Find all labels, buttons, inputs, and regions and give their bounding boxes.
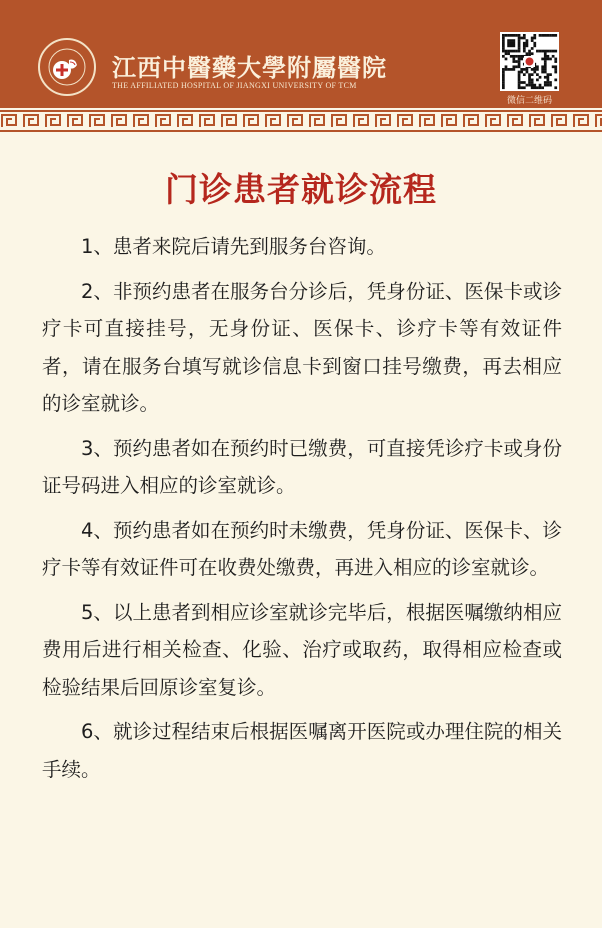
step-3: 3、预约患者如在预约时已缴费，可直接凭诊疗卡或身份证号码进入相应的诊室就诊。 xyxy=(42,436,562,497)
hospital-header xyxy=(0,0,602,108)
hospital-logo xyxy=(38,38,96,96)
decorative-fret-border xyxy=(0,108,602,134)
qr-caption: 微信二维码 xyxy=(506,96,552,106)
hospital-name-english: THE AFFILIATED HOSPITAL OF JIANGXI UNIVERSITY OF TCM xyxy=(112,81,357,90)
step-6: 6、就诊过程结束后根据医嘱离开医院或办理住院的相关手续。 xyxy=(42,720,562,781)
step-4: 4、预约患者如在预约时未缴费，凭身份证、医保卡、诊疗卡等有效证件可在收费处缴费，再进入相应的诊室就诊。 xyxy=(42,518,562,579)
step-5: 5、以上患者到相应诊室就诊完毕后，根据医嘱缴纳相应费用后进行相关检查、化验、治疗或取药，取得相应检查或检验结果后回原诊室复诊。 xyxy=(42,600,562,699)
step-1: 1、患者来院后请先到服务台咨询。 xyxy=(81,235,386,258)
page-title: 门诊患者就诊流程 xyxy=(165,170,437,209)
hospital-name: 江西中醫藥大學附屬醫院 xyxy=(112,53,387,82)
wechat-qr-code xyxy=(500,32,559,91)
procedure-steps xyxy=(42,228,562,795)
step-2: 2、非预约患者在服务台分诊后，凭身份证、医保卡或诊疗卡可直接挂号，无身份证、医保卡、诊疗卡等有效证件者，请在服务台填写就诊信息卡到窗口挂号缴费，再去相应的诊室就诊。 xyxy=(42,279,562,415)
